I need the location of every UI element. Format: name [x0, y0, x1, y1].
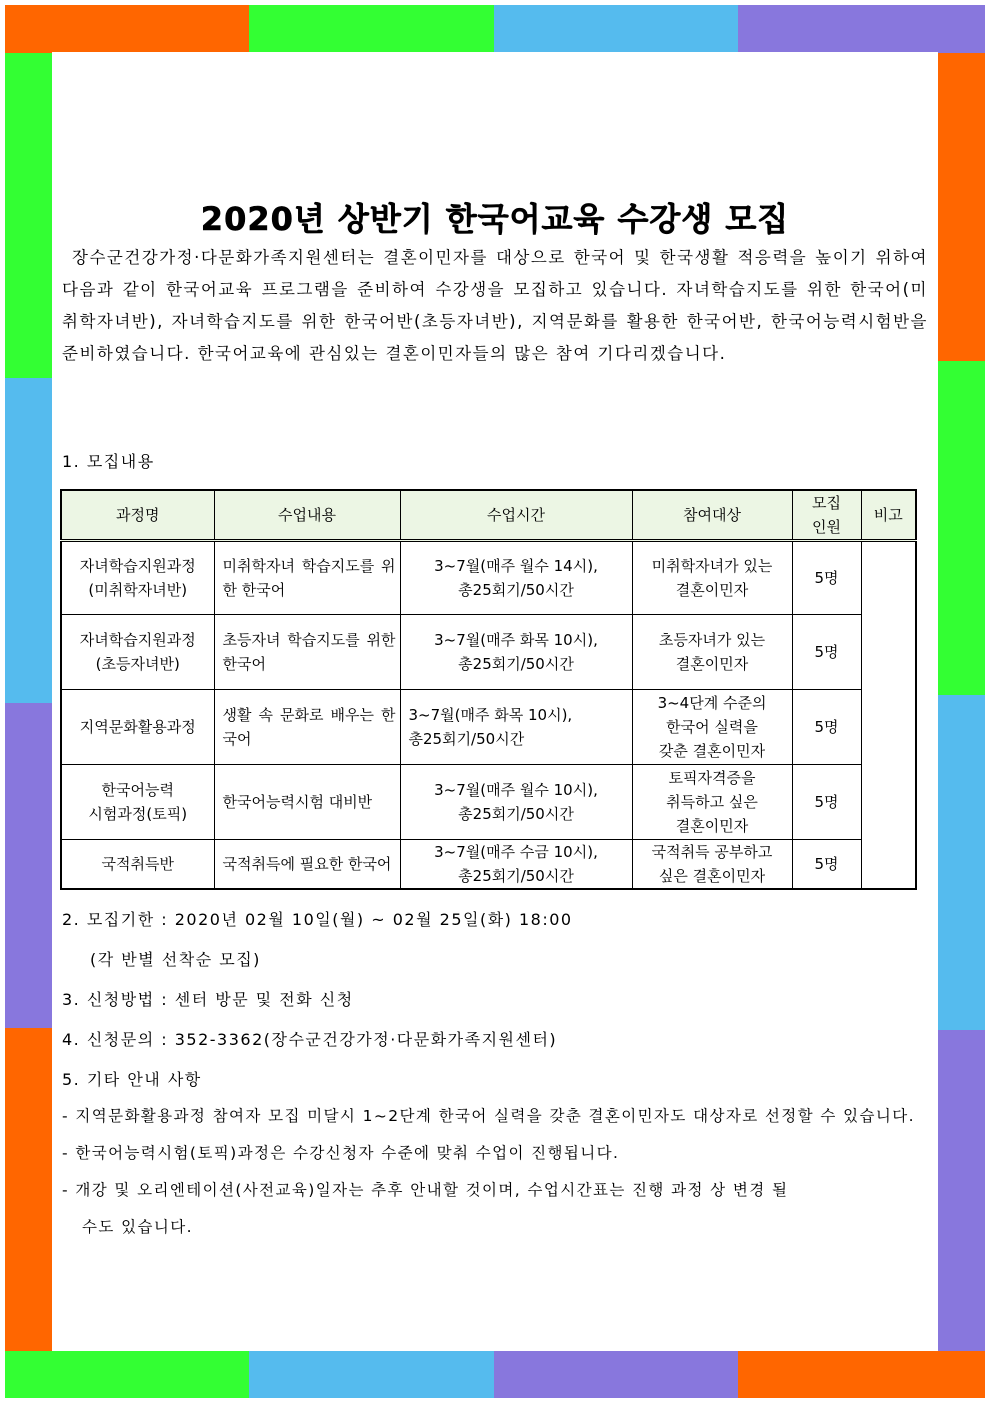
header-content: 수업내용 — [214, 490, 400, 541]
cell-time — [400, 765, 632, 840]
time-line1: 3~7월(매주 월수 10시), — [434, 781, 598, 799]
course-line1: 자녀학습지원과정 — [79, 631, 196, 649]
border-bottom-purple — [494, 1351, 738, 1398]
border-bottom-blue — [249, 1351, 494, 1398]
recruitment-period: 2. 모집기한 : 2020년 02월 10일(월) ~ 02월 25일(화) 18:00 — [62, 910, 573, 929]
cell-time — [400, 690, 632, 765]
cell-capacity: 5명 — [792, 615, 861, 690]
target-line1: 3~4단계 수준의 — [657, 694, 767, 712]
cell-target — [632, 615, 792, 690]
time-line1: 3~7월(매주 화목 10시), — [408, 706, 573, 724]
border-bottom-green — [5, 1351, 249, 1398]
border-left-green — [5, 53, 53, 378]
border-left-orange — [5, 1028, 53, 1351]
border-top-purple — [738, 5, 985, 53]
header-target: 참여대상 — [632, 490, 792, 541]
time-line2: 총25회기/50시간 — [458, 581, 574, 599]
border-right-orange — [938, 53, 985, 361]
cell-target — [632, 840, 792, 890]
cell-content: 생활 속 문화로 배우는 한국어 — [214, 690, 400, 765]
time-line1: 3~7월(매주 수금 10시), — [434, 843, 598, 861]
header-time: 수업시간 — [400, 490, 632, 541]
cell-capacity: 5명 — [792, 690, 861, 765]
time-line2: 총25회기/50시간 — [458, 805, 574, 823]
header-note: 비고 — [861, 490, 916, 541]
border-top-orange — [5, 5, 249, 53]
cell-course — [61, 765, 214, 840]
target-line3: 결혼이민자 — [675, 817, 749, 835]
cell-capacity: 5명 — [792, 765, 861, 840]
application-method: 3. 신청방법 : 센터 방문 및 전화 신청 — [62, 990, 354, 1009]
cell-target — [632, 765, 792, 840]
header-capacity-line2: 인원 — [812, 518, 841, 536]
time-line2: 총25회기/50시간 — [458, 867, 574, 885]
section-other-info: 5. 기타 안내 사항 — [62, 1070, 202, 1089]
document-page — [52, 52, 938, 1351]
note-item: - 개강 및 오리엔테이션(사전교육)일자는 추후 안내할 것이며, 수업시간표는 진행 과정 상 변경 될 — [62, 1181, 789, 1199]
section-recruitment-details: 1. 모집내용 — [62, 452, 155, 471]
target-line2: 한국어 실력을 — [666, 718, 758, 736]
note-item: - 한국어능력시험(토픽)과정은 수강신청자 수준에 맞춰 수업이 진행됩니다. — [62, 1144, 620, 1162]
table-header-row — [61, 490, 916, 541]
cell-course — [61, 541, 214, 615]
table-row — [61, 765, 916, 840]
cell-course: 국적취득반 — [61, 840, 214, 890]
course-line1: 자녀학습지원과정 — [79, 557, 196, 575]
cell-time — [400, 615, 632, 690]
target-line2: 결혼이민자 — [675, 655, 749, 673]
course-line2: (초등자녀반) — [95, 655, 180, 673]
header-capacity-line1: 모집 — [812, 494, 841, 512]
course-line1: 한국어능력 — [101, 781, 174, 799]
cell-time — [400, 541, 632, 615]
time-line2: 총25회기/50시간 — [458, 655, 574, 673]
note-item: - 지역문화활용과정 참여자 모집 미달시 1~2단계 한국어 실력을 갖춘 결혼이민자도 대상자로 선정할 수 있습니다. — [62, 1107, 915, 1125]
target-line3: 갖춘 결혼이민자 — [658, 742, 766, 760]
recruitment-info — [62, 900, 928, 1100]
application-inquiry: 4. 신청문의 : 352-3362(장수군건강가정·다문화가족지원센터) — [62, 1030, 558, 1049]
border-right-green — [938, 361, 985, 695]
target-line1: 초등자녀가 있는 — [658, 631, 766, 649]
border-left-blue — [5, 378, 53, 703]
note-item-continued: 수도 있습니다. — [82, 1218, 193, 1236]
table-row — [61, 690, 916, 765]
header-capacity — [792, 490, 861, 541]
cell-course — [61, 615, 214, 690]
cell-course: 지역문화활용과정 — [61, 690, 214, 765]
border-left-purple — [5, 703, 53, 1028]
cell-target — [632, 541, 792, 615]
border-right-blue — [938, 695, 985, 1030]
table-row — [61, 541, 916, 615]
cell-capacity: 5명 — [792, 840, 861, 890]
course-table — [60, 489, 917, 890]
target-line2: 싶은 결혼이민자 — [658, 867, 766, 885]
table-row — [61, 840, 916, 890]
course-line2: (미취학자녀반) — [88, 581, 188, 599]
header-course: 과정명 — [61, 490, 214, 541]
border-top-green — [249, 5, 494, 53]
time-line1: 3~7월(매주 화목 10시), — [434, 631, 598, 649]
course-line2: 시험과정(토픽) — [88, 805, 188, 823]
time-line2: 총25회기/50시간 — [408, 730, 525, 748]
cell-content: 초등자녀 학습지도를 위한 한국어 — [214, 615, 400, 690]
intro-paragraph: 장수군건강가정·다문화가족지원센터는 결혼이민자를 대상으로 한국어 및 한국생활 적응력을 높이기 위하여 다음과 같이 한국어교육 프로그램을 준비하여 수강생을 모집하고 있습니다. 자녀학습지도를 위한 한국어(미취학자녀반), 자녀학습지도를 위한 한국어반(초등자녀반), 지역문화를 활용한 한국어반, 한국어능력시험반을 준비하였습니다. 한국어교육에 관심있는 결혼이민자들의 많은 참여 기다리겠습니다. — [62, 248, 928, 363]
cell-time — [400, 840, 632, 890]
table-row — [61, 615, 916, 690]
cell-note — [861, 541, 916, 890]
border-top-blue — [494, 5, 738, 53]
cell-capacity: 5명 — [792, 541, 861, 615]
recruitment-period-note: (각 반별 선착순 모집) — [90, 950, 261, 969]
target-line1: 국적취득 공부하고 — [651, 843, 773, 861]
cell-content: 국적취득에 필요한 한국어 — [214, 840, 400, 890]
border-bottom-orange — [738, 1351, 985, 1398]
cell-content: 한국어능력시험 대비반 — [214, 765, 400, 840]
border-right-purple — [938, 1030, 985, 1351]
cell-content: 미취학자녀 학습지도를 위한 한국어 — [214, 541, 400, 615]
target-line1: 미취학자녀가 있는 — [651, 557, 773, 575]
document-title: 2020년 상반기 한국어교육 수강생 모집 — [200, 200, 790, 238]
cell-target — [632, 690, 792, 765]
notes-list — [62, 1098, 928, 1246]
target-line2: 취득하고 싶은 — [666, 793, 758, 811]
time-line1: 3~7월(매주 월수 14시), — [434, 557, 598, 575]
target-line2: 결혼이민자 — [675, 581, 749, 599]
target-line1: 토픽자격증을 — [668, 769, 756, 787]
